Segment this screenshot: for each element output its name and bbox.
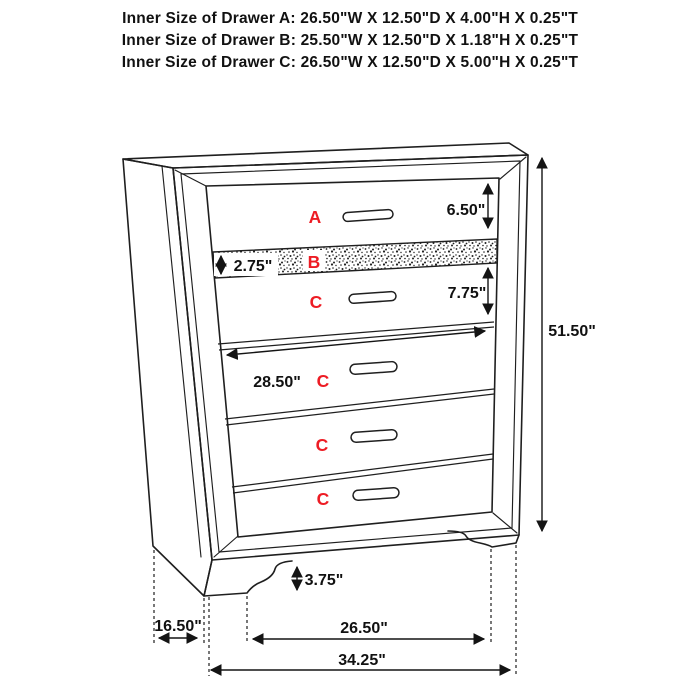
dim-label-overall-width: 34.25"	[338, 652, 386, 669]
left-side-panel-inner-line	[162, 166, 201, 557]
top-panel	[123, 143, 528, 168]
drawer-c4-handle-icon	[353, 487, 400, 500]
inner-size-drawer-c: Inner Size of Drawer C: 26.50"W X 12.50"D X 5.00"H X 0.25"T	[121, 54, 579, 71]
dimension-arrows	[159, 158, 542, 670]
inner-size-drawer-a: Inner Size of Drawer A: 26.50"W X 12.50"D X 4.00"H X 0.25"T	[122, 10, 578, 27]
dim-label-inner-width: 28.50"	[253, 374, 301, 391]
dim-label-drawer-c-height: 7.75"	[447, 285, 487, 302]
drawer-c1-handle-icon	[349, 291, 397, 303]
drawer-a-letter: A	[308, 207, 322, 227]
drawer-c3-handle-icon	[351, 429, 398, 442]
drawer-dividers	[218, 322, 494, 493]
dim-arrow-inner-width	[227, 331, 485, 355]
extension-lines	[154, 545, 516, 676]
drawer-opening	[206, 178, 499, 537]
right-bracket-foot	[448, 531, 519, 547]
left-bracket-foot	[204, 560, 292, 596]
dim-label-overall-height: 51.50"	[548, 323, 596, 340]
drawer-c2-handle-icon	[350, 361, 398, 374]
dim-label-drawer-a-height: 6.50"	[446, 202, 486, 219]
drawer-c2-letter: C	[316, 371, 330, 391]
dim-label-drawer-b-height: 2.75"	[233, 258, 273, 275]
drawer-c3-letter: C	[315, 435, 329, 455]
dim-label-depth: 16.50"	[154, 618, 202, 635]
inner-size-drawer-b: Inner Size of Drawer B: 25.50"W X 12.50"D X 1.18"H X 0.25"T	[121, 32, 579, 49]
drawer-b-letter: B	[307, 252, 321, 272]
drawer-a-handle-icon	[343, 209, 394, 221]
dim-label-feet-span: 26.50"	[340, 620, 388, 637]
drawer-c4-letter: C	[316, 489, 330, 509]
drawer-c1-letter: C	[309, 292, 323, 312]
dim-label-foot-height: 3.75"	[304, 572, 344, 589]
